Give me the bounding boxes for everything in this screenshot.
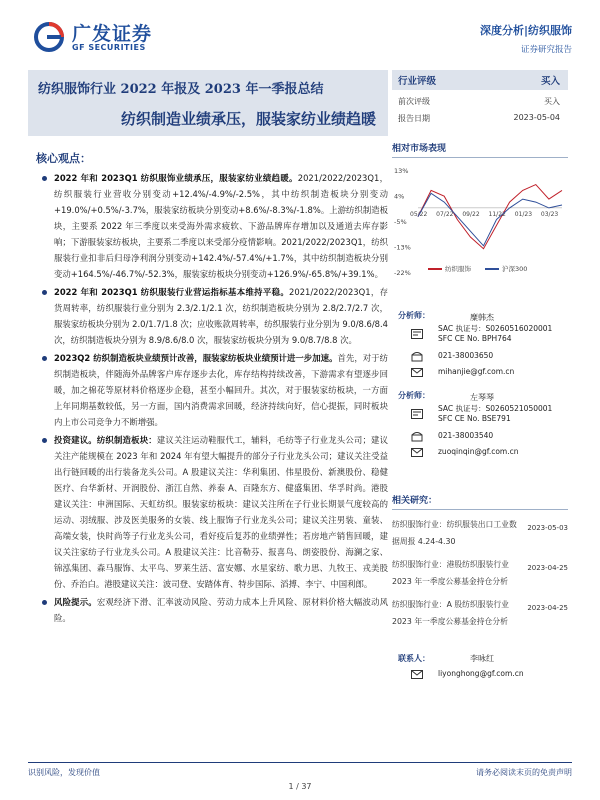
contact-label: 联系人：: [398, 653, 430, 663]
analyst-phone-row: [410, 348, 568, 364]
related-item[interactable]: [392, 516, 568, 550]
contact-email-row[interactable]: [410, 666, 568, 682]
analyst-label: 分析师：: [398, 391, 430, 400]
analyst-sfc: SFC CE No. BPH764: [438, 334, 512, 343]
analyst-name: 糜韩杰: [470, 313, 494, 322]
legend-label-a: 纺织服饰: [445, 265, 471, 273]
id-card-icon: [410, 328, 424, 340]
legend-item-a: [428, 264, 471, 273]
prev-rating-label: 前次评级: [398, 97, 430, 106]
x-tick-label: 07/22: [436, 210, 454, 218]
phone-icon: [410, 350, 424, 362]
analyst-card: [392, 390, 568, 460]
x-tick-label: 01/23: [514, 210, 533, 218]
bullet-lead: 投资建议。纺织制造板块：: [54, 435, 157, 445]
mail-icon: [410, 446, 424, 458]
report-date-value: 2023-05-04: [513, 113, 560, 122]
related-research: [392, 492, 568, 682]
analyst-sac-row: [410, 326, 568, 342]
gf-logo-icon: [34, 22, 64, 52]
market-chart: [392, 162, 568, 280]
footer-disclaimer[interactable]: 请务必阅读末页的免责声明: [476, 768, 572, 777]
contact-name: 李咏红: [470, 653, 494, 663]
analyst-sac: SAC 执证号：S0260516020001: [438, 324, 553, 333]
report-date-label: 报告日期: [398, 114, 430, 123]
footer-slogan: 识别风险，发现价值: [28, 768, 100, 777]
related-item-title[interactable]: 纺织服饰行业：港股纺织服装行业 2023 年一季度公募基金持仓分析: [392, 560, 509, 586]
related-item-title[interactable]: 纺织服饰行业：A 股纺织服装行业 2023 年一季度公募基金持仓分析: [392, 600, 509, 626]
contact-name-row: [398, 650, 568, 666]
core-bullet: [40, 432, 388, 592]
rating-label: 行业评级: [398, 76, 437, 87]
brand-name-en: GF SECURITIES: [72, 43, 146, 52]
related-item[interactable]: [392, 556, 568, 590]
y-tick-label: -22%: [394, 269, 411, 277]
analyst-email[interactable]: mihanjie@gf.com.cn: [438, 367, 515, 376]
report-type: 证券研究报告: [520, 45, 572, 55]
report-header: [0, 0, 600, 66]
legend-swatch-b: [485, 268, 499, 270]
market-performance-title: 相对市场表现: [392, 140, 568, 158]
prev-rating-value: 买入: [544, 97, 560, 106]
brand-logo: [34, 18, 184, 58]
analyst-phone: 021-38003650: [438, 351, 494, 360]
chart-legend: [428, 264, 527, 273]
core-bullet: [40, 170, 388, 282]
report-title: 纺织服饰行业 2022 年报及 2023 年一季报总结: [38, 82, 324, 97]
bullet-lead: 2022 年和 2023Q1 纺织服饰业绩承压，服装家纺业绩趋暖。: [54, 173, 298, 183]
bullet-text: 建议关注运动鞋服代工，辅料，毛纺等子行业龙头公司；建议关注产能规模在 2023 年和 2024 年有望大幅提升的部分子行业龙头公司；建议关注受益出行链回暖的出行装备龙头公司。A 股建议关注：华利集团、伟星股份、新澳股份、稳健医疗、台华新材、开润股份、浙江自然、养泰 A、百隆东方、健盛集团、华孚时尚。港股建议关注：申洲国际、天虹纺织。服装家纺板块：建议关注所在子行业长期景气度较高的运动、羽绒服、涉及医美服务的女装、线上服饰子行业龙头公司；建议关注男装、童装、高端女装，快时尚等子行业龙头公司，看好疫后复苏的业绩弹性；若房地产销售回暖，建议关注家纺子行业龙头公司。A 股建议关注：比音勒芬、报喜鸟、朗姿股份、海澜之家、锦泓集团、森马服饰、太平鸟、罗莱生活、富安娜、水星家纺、歌力思、九牧王、戎美股份、乔治白。港股建议关注：波司登、安踏体育、特步国际、滔搏、李宁、中国利郎。: [54, 435, 388, 589]
x-tick-label: 03/23: [540, 210, 559, 218]
mail-icon: [410, 668, 424, 680]
market-chart-svg: [392, 162, 568, 280]
x-tick-label: 11/22: [488, 210, 506, 218]
sidebar: [392, 140, 568, 470]
analyst-sac: SAC 执证号：S0260521050001: [438, 404, 553, 413]
analyst-label: 分析师：: [398, 311, 430, 320]
y-tick-label: -5%: [394, 218, 407, 226]
core-views-list: [40, 170, 388, 628]
analyst-email-row[interactable]: [410, 444, 568, 460]
related-item-date: 2023-04-25: [527, 564, 568, 572]
x-tick-label: 09/22: [462, 210, 480, 218]
footer-divider: [28, 762, 572, 763]
analyst-phone-row: [410, 428, 568, 444]
core-bullet: [40, 350, 388, 430]
analyst-section: [392, 310, 568, 460]
related-item[interactable]: [392, 596, 568, 630]
id-card-icon: [410, 408, 424, 420]
legend-swatch-a: [428, 268, 442, 270]
bullet-text: 首先，对于纺织制造板块，伴随海外品牌客户库存逐步去化，库存结构持续改善，下游需求有望逐步回暖，加之棉花等原材料价格逐步企稳，甚至小幅回升。其次，对于服装家纺板块，一方面上年同期基数较低，另一方面，国内消费需求回暖，经济持续向好，信心提振，同时板块内上市公司竞争力不断增强。: [54, 353, 389, 427]
report-subtitle: 纺织制造业绩承压，服装家纺业绩趋暖: [120, 110, 376, 128]
analyst-name: 左琴琴: [470, 393, 494, 402]
related-item-date: 2023-05-03: [527, 524, 568, 532]
bullet-lead: 2022 年和 2023Q1 纺织服装行业营运指标基本维持平稳。: [54, 287, 290, 297]
bullet-text: 宏观经济下滑、汇率波动风险、劳动力成本上升风险、原材料价格大幅波动风险。: [54, 597, 389, 623]
rating-value: 买入: [540, 76, 560, 87]
contact-section: [392, 650, 568, 682]
y-tick-label: 4%: [394, 192, 405, 201]
rating-box: [392, 70, 568, 136]
analyst-email[interactable]: zuoqinqin@gf.com.cn: [438, 447, 519, 456]
bullet-text: 2021/2022/2023Q1，存货周转率，纺织服装行业分别为 2.3/2.1/2.1 次，纺织制造板块分别为 2.8/2.7/2.7 次，服装家纺板块分别为 2.0/1.7/1.8 次；应收账款周转率，纺织服装行业分别为 9.0/8.6/8.4 次，纺织制造板块分别为 8.9/8.6/8.0 次，服装家纺板块分别为 9.0/8.7/8.8 次。: [54, 287, 388, 345]
x-tick-label: 05/22: [410, 210, 428, 218]
bullet-lead: 风险提示。: [54, 597, 97, 607]
related-research-title: 相关研究：: [392, 492, 568, 510]
analyst-card: [392, 310, 568, 380]
mail-icon: [410, 366, 424, 378]
title-band: [28, 70, 388, 136]
analyst-sfc: SFC CE No. BSE791: [438, 414, 511, 423]
y-tick-label: -13%: [394, 243, 411, 252]
analyst-email-row[interactable]: [410, 364, 568, 380]
legend-label-b: 沪深300: [502, 265, 528, 273]
related-item-date: 2023-04-25: [527, 604, 568, 612]
legend-item-b: [485, 264, 527, 273]
analyst-sac-row: [410, 406, 568, 422]
core-views-title: 核心观点：: [36, 152, 91, 165]
related-item-title[interactable]: 纺织服饰行业：纺织服装出口工业数据周报 4.24-4.30: [392, 520, 517, 546]
bullet-text: 2021/2022/2023Q1，纺织服装行业营收分别变动+12.4%/-4.9%/-2.5%，其中纺织制造板块分别变动+19.0%/+0.5%/-3.7%，服装家纺板块分别变动+8.6%/-8.3%/-1.8%。上游纺织制造板块，主要系 2022 年三季度以来受海外需求疲软、下游品牌库存增加以及通道去库存影响；下游服装家纺板块，主要系二季度以来受部分疫情影响。2021/2022/2023Q1，纺织服装行业扣非后归母净利润分别变动+142.4%/-57.4%/+1.7%，其中纺织制造板块分别变动+164.5%/-46.7%/-52.3%，服装家纺板块分别变动+126.9%/-65.8%/+39.1%。: [54, 173, 388, 279]
analyst-phone: 021-38003540: [438, 431, 494, 440]
core-bullet: [40, 284, 388, 348]
bullet-lead: 2023Q2 纺织制造板块业绩预计改善，服装家纺板块业绩预计进一步加速。: [54, 353, 338, 363]
page-number: 1 / 37: [288, 782, 312, 791]
y-tick-label: 13%: [394, 167, 409, 175]
report-category: 深度分析|纺织服饰: [479, 24, 572, 37]
core-bullet: [40, 594, 388, 626]
contact-email[interactable]: liyonghong@gf.com.cn: [438, 669, 524, 678]
brand-name-cn: 广发证券: [72, 23, 153, 45]
phone-icon: [410, 430, 424, 442]
